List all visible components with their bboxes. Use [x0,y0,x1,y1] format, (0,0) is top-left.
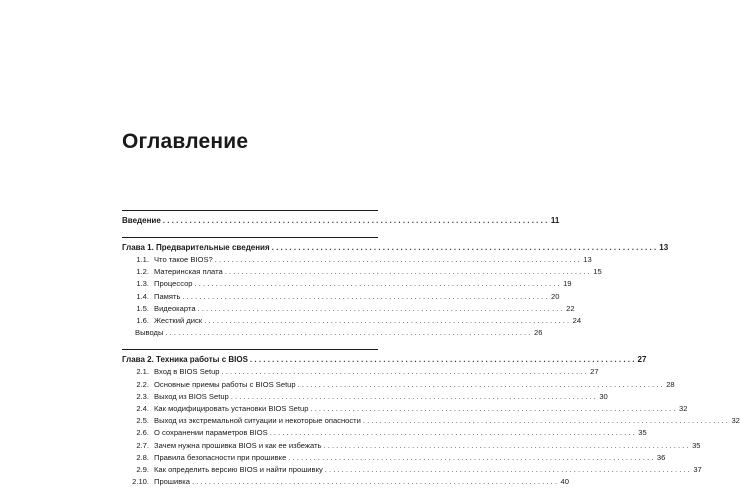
toc-page-number: 13 [583,255,592,264]
toc-entry[interactable] [122,303,575,315]
toc-page-number: 30 [599,391,608,401]
toc-entry[interactable] [122,452,666,464]
toc-entry-title: Материнская плата [154,267,223,277]
toc-entry-number: 1.4. [136,291,149,301]
toc-entry-number: 2.9. [136,465,149,475]
toc-entry-title: Видеокарта [154,303,196,313]
toc-entry[interactable] [122,291,560,303]
toc-entry-number: 2.3. [136,391,149,401]
toc-entry-title: Жесткий диск [154,316,203,326]
toc-entry-number: 2.1. [136,367,149,377]
toc-entry[interactable] [122,278,572,290]
toc-entry[interactable] [122,415,740,427]
toc-chapter-entry[interactable] [122,353,647,366]
toc-section [122,349,740,488]
toc-page-number: 36 [656,452,666,462]
toc-page-number: 19 [563,279,572,289]
toc-page-number: 13 [659,243,669,252]
dot-leader [272,241,657,254]
section-divider [122,349,378,350]
toc-entry-title: Зачем нужна прошивка BIOS и как ее избежать [154,440,322,450]
dot-leader [310,403,675,415]
dot-leader [363,415,728,427]
toc-entry-number: 1.6. [136,316,149,326]
toc-entry-title: Что такое BIOS? [154,255,213,264]
dot-leader [225,266,590,278]
toc-entry-title: Как определить версию BIOS и найти прошивку [154,465,323,475]
toc-page-number: 20 [551,291,560,301]
toc-entry[interactable] [122,327,543,339]
toc-entry-title: Вход в BIOS Setup [154,367,220,377]
toc-page-number: 11 [550,216,560,225]
dot-leader [250,353,635,366]
toc-entry-title: Выход из экстремальной ситуации и некоторые опасности [154,416,361,426]
toc-entry-title: Глава 2. Техника работы с BIOS [122,355,248,365]
toc-entry[interactable] [122,266,602,278]
toc-entry-title: Основные приемы работы с BIOS Setup [154,379,296,389]
dot-leader [231,391,596,403]
toc-entry-title: Память [154,291,181,301]
toc-entry-title: Правила безопасности при прошивке [154,452,287,462]
page-title: Оглавление [122,130,249,153]
toc-chapter-entry[interactable] [122,214,560,227]
toc-entry-number: 2.6. [136,428,149,438]
dot-leader [325,464,690,476]
toc-page-number: 15 [593,267,602,277]
toc-page-number: 27 [590,367,599,377]
dot-leader [288,452,653,464]
dot-leader [182,291,547,303]
dot-leader [324,440,689,452]
toc-entry-title: Процессор [154,279,193,289]
toc-page-number: 32 [679,404,688,414]
toc-entry[interactable] [122,476,569,488]
dot-leader [222,366,587,378]
section-divider [122,210,378,211]
toc-entry[interactable] [122,427,647,439]
toc-entry[interactable] [122,315,582,327]
toc-section [122,237,669,339]
toc-entry-title: Выход из BIOS Setup [154,391,229,401]
toc-entry-number: 2.10. [132,477,149,487]
toc-entry[interactable] [122,403,688,415]
toc-entry-number: 2.8. [136,452,149,462]
toc-entry[interactable] [122,379,675,391]
toc-entry-number: 2.2. [136,379,149,389]
toc-page-number: 40 [560,477,569,487]
toc-entry-number: 1.2. [136,267,149,277]
toc-entry-number: 2.7. [136,440,149,450]
dot-leader [215,254,580,266]
toc-entry-title: Прошивка [154,477,190,487]
toc-entry-number: 1.5. [136,303,149,313]
toc-entry[interactable] [122,440,701,452]
dot-leader [198,303,563,315]
toc-page-number: 27 [637,355,647,365]
toc-entry-title: Выводы [135,328,164,338]
section-divider [122,237,378,238]
toc-page-number: 24 [572,316,582,326]
toc-page-number: 35 [692,440,701,450]
toc-entry-number: 1.1. [136,255,149,264]
toc-page-number: 35 [638,428,647,438]
toc-chapter-entry[interactable] [122,241,669,254]
dot-leader [192,476,557,488]
table-of-contents [122,210,740,498]
toc-page-number: 26 [533,328,543,338]
toc-entry-title: Введение [122,216,161,225]
toc-page-number: 22 [566,303,575,313]
toc-entry-title: Как модифицировать установки BIOS Setup [154,404,309,414]
toc-page-number: 28 [666,379,675,389]
toc-entry-number: 2.5. [136,416,149,426]
toc-page-number: 37 [693,465,702,475]
toc-entry[interactable] [122,464,702,476]
toc-entry-title: О сохранении параметров BIOS [154,428,268,438]
toc-entry[interactable] [122,366,599,378]
toc-entry[interactable] [122,391,608,403]
dot-leader [270,427,635,439]
toc-entry-number: 2.4. [136,404,149,414]
toc-entry-title: Глава 1. Предварительные сведения [122,243,270,252]
toc-section [122,210,560,227]
dot-leader [163,214,548,227]
dot-leader [298,379,663,391]
toc-page-number: 32 [731,416,740,426]
dot-leader [204,315,569,327]
toc-entry-number: 1.3. [136,279,149,289]
dot-leader [195,278,560,290]
dot-leader [165,327,530,339]
toc-entry[interactable] [122,254,592,266]
